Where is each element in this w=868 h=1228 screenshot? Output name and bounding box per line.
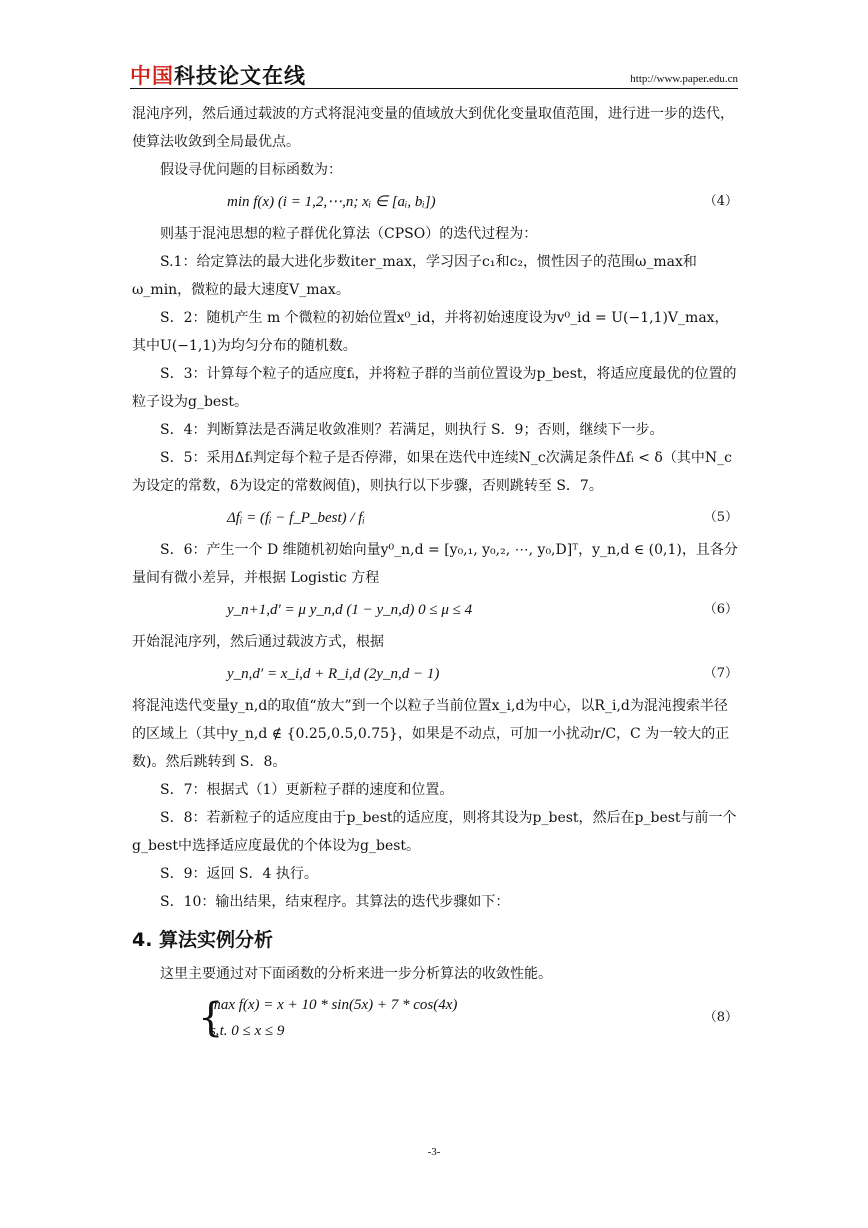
journal-logo: [130, 60, 306, 90]
equation-7-formula: y_n,d′ = x_i,d + R_i,d (2y_n,d − 1): [227, 666, 440, 682]
equation-6-formula: y_n+1,d′ = μ y_n,d (1 − y_n,d) 0 ≤ μ ≤ 4: [227, 602, 473, 618]
step-s9: S．9：返回 S．4 执行。: [160, 866, 318, 882]
equation-5-formula: Δfᵢ = (fᵢ − f_P_best) / fᵢ: [227, 510, 365, 526]
equation-8: [132, 992, 738, 1046]
step-s1: S.1：给定算法的最大进化步数iter_max，学习因子c₁和c₂，惯性因子的范围ω_max和ω_min，微粒的最大速度V_max。: [132, 254, 697, 298]
equation-8-objective: max f(x) = x + 10 * sin(5x) + 7 * cos(4x): [210, 997, 458, 1013]
logo-black-text: 科技论文在线: [174, 64, 306, 88]
equation-6-number: （6）: [703, 602, 738, 617]
step-s5: S．5：采用Δfᵢ判定每个粒子是否停滞，如果在迭代中连续N_c次满足条件Δfᵢ < δ（其中N_c为设定的常数，δ为设定的常数阀值)，则执行以下步骤，否则跳转至 S．7。: [132, 450, 732, 494]
logo-red-text: 中国: [130, 64, 174, 88]
paragraph-intro: 混沌序列，然后通过载波的方式将混沌变量的值域放大到优化变量取值范围，进行进一步的迭代，使算法收敛到全局最优点。: [132, 106, 734, 150]
header-url: http://www.paper.edu.cn: [630, 73, 738, 85]
equation-4-number: （4）: [703, 194, 738, 209]
step-s3: S．3：计算每个粒子的适应度fᵢ，并将粒子群的当前位置设为p_best，将适应度最优的位置的粒子设为g_best。: [132, 366, 737, 410]
equation-6: [132, 595, 738, 625]
paragraph-after-6: 开始混沌序列，然后通过载波方式，根据: [132, 634, 384, 650]
step-s10: S．10：输出结果，结束程序。其算法的迭代步骤如下：: [160, 894, 510, 910]
equation-8-number: （8）: [703, 1010, 738, 1025]
section-heading: 4. 算法实例分析: [132, 929, 274, 951]
step-s2: S．2：随机产生 m 个微粒的初始位置x⁰_id，并将初始速度设为v⁰_id = U(−1,1)V_max，其中U(−1,1)为均匀分布的随机数。: [132, 310, 729, 354]
header-rule: [130, 88, 738, 89]
step-s6: S．6：产生一个 D 维随机初始向量y⁰_n,d = [y₀,₁, y₀,₂, ⋯, y₀,D]ᵀ，y_n,d ∈ (0,1)，且各分量间有微小差异，并根据 Logistic 方程: [132, 542, 738, 586]
equation-8-constraint: s.t. 0 ≤ x ≤ 9: [210, 1023, 285, 1039]
equation-5-number: （5）: [703, 510, 738, 525]
equation-4-formula: min f(x) (i = 1,2,⋯,n; xᵢ ∈ [aᵢ, bᵢ]): [227, 194, 436, 210]
equation-8-brace: {: [198, 995, 224, 1041]
page-number: -3-: [427, 1146, 441, 1158]
paragraph-objective: 假设寻优问题的目标函数为：: [160, 162, 342, 178]
paragraph-cpso: 则基于混沌思想的粒子群优化算法（CPSO）的迭代过程为：: [160, 226, 538, 242]
section-intro: 这里主要通过对下面函数的分析来进一步分析算法的收敛性能。: [160, 966, 552, 982]
equation-7-number: （7）: [703, 666, 738, 681]
step-s8: S．8：若新粒子的适应度由于p_best的适应度，则将其设为p_best，然后在p_best与前一个g_best中选择适应度最优的个体设为g_best。: [132, 810, 737, 854]
equation-7: [132, 659, 738, 689]
step-s4: S．4：判断算法是否满足收敛准则？若满足，则执行 S．9；否则，继续下一步。: [160, 422, 664, 438]
paragraph-after-7: 将混沌迭代变量y_n,d的取值“放大”到一个以粒子当前位置x_i,d为中心，以R_i,d为混沌搜索半径的区域上（其中y_n,d ∉ {0.25,0.5,0.75}，如果是不动点，可加一小扰动r/C，C 为一较大的正数)。然后跳转到 S．8。: [132, 698, 730, 770]
equation-4: [132, 187, 738, 217]
body-text: [132, 100, 738, 1050]
step-s7: S．7：根据式（1）更新粒子群的速度和位置。: [160, 782, 454, 798]
equation-5: [132, 503, 738, 533]
